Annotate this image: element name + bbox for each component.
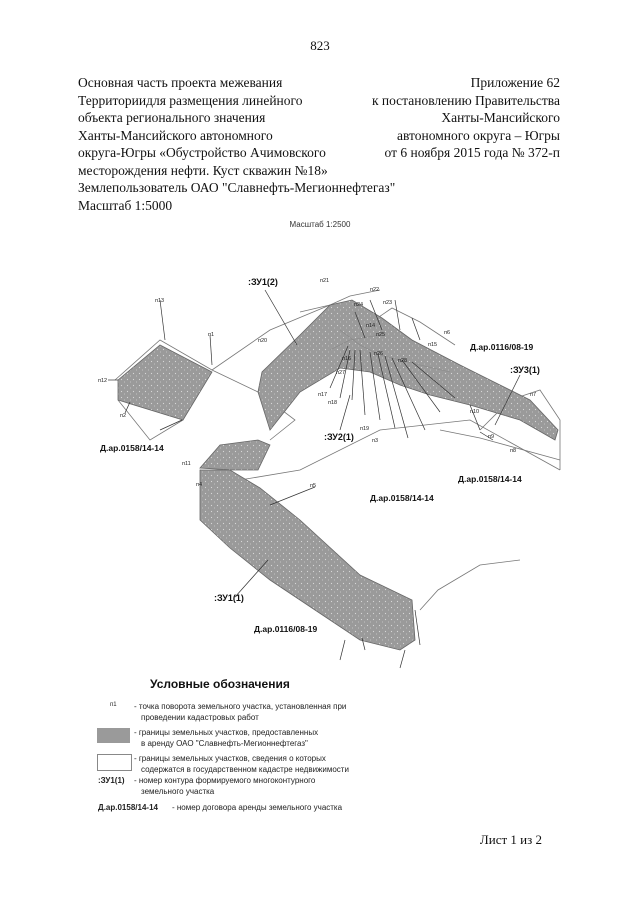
point-label: п1 — [208, 332, 215, 338]
point-label: п2 — [120, 413, 127, 419]
lease-label: Д.ар.0116/08-19 — [254, 624, 318, 634]
header-left-line: Основная часть проекта межевания — [78, 75, 283, 90]
header-left — [78, 74, 395, 214]
legend-line: проведении кадастровых работ — [141, 713, 259, 722]
map-scale: Масштаб 1:2500 — [289, 220, 351, 229]
contour-label-zu1-1: :ЗУ1(1) — [214, 593, 244, 603]
header-right-line: Ханты-Мансийского — [441, 110, 560, 125]
header-left-line: Масштаб 1:5000 — [78, 197, 173, 213]
leader-point — [160, 300, 165, 340]
legend-cadastre-swatch — [97, 754, 132, 771]
parcel-middle — [200, 440, 270, 470]
leader-point — [415, 610, 420, 645]
point-label: п11 — [182, 461, 191, 467]
legend-line: - границы земельных участков, сведения о которых — [134, 754, 326, 763]
cadastral-map — [0, 230, 640, 670]
sheet-footer: Лист 1 из 2 — [479, 832, 542, 847]
header-right-line: Приложение 62 — [470, 75, 560, 90]
legend-line: земельного участка — [141, 787, 215, 796]
legend-line: содержатся в государственном кадастре недвижимости — [141, 765, 349, 774]
leader-point — [270, 487, 315, 505]
point-label: п10 — [470, 409, 480, 415]
header-left-line: Территориидля размещения линейного — [78, 92, 303, 108]
leader-point — [400, 650, 405, 668]
header-left-line: Землепользователь ОАО "Славнефть-Мегионнефтегаз" — [78, 180, 396, 195]
point-label: п15 — [428, 342, 438, 348]
lease-label: Д.ар.0158/14-14 — [370, 493, 434, 503]
point-label: п21 — [320, 278, 330, 284]
cadastre-boundary — [420, 560, 520, 610]
legend-contour-symbol: :ЗУ1(1) — [98, 776, 125, 785]
point-label: п6 — [444, 330, 451, 336]
header-left-line: округа-Югры «Обустройство Ачимовского — [78, 145, 326, 160]
point-label: п17 — [318, 392, 328, 398]
lease-label: Д.ар.0158/14-14 — [100, 443, 164, 453]
point-label: п7 — [530, 392, 537, 398]
leader-point — [210, 335, 212, 365]
header-left-line: объекта регионального значения — [78, 110, 266, 125]
contour-label-zu3-1: :ЗУ3(1) — [510, 365, 540, 375]
point-label: п18 — [328, 400, 338, 406]
legend-line: в аренду ОАО "Славнефть-Мегионнефтегаз" — [141, 739, 308, 748]
point-label: п23 — [383, 300, 393, 306]
leader-zu2-1 — [340, 395, 350, 430]
point-label: п14 — [366, 323, 376, 329]
leader-zu1-2 — [265, 290, 297, 345]
lease-label: Д.ар.0158/14-14 — [458, 474, 522, 484]
leader-lease — [160, 420, 182, 430]
point-label: п3 — [372, 438, 379, 444]
legend-point-desc — [134, 701, 346, 723]
point-label: п20 — [258, 338, 268, 344]
lease-label: Д.ар.0116/08-19 — [470, 342, 534, 352]
contour-label-zu1-2: :ЗУ1(2) — [248, 277, 278, 287]
page-number: 823 — [310, 38, 330, 53]
header-right — [372, 74, 560, 162]
header-left-line: Ханты-Мансийского автономного — [78, 127, 273, 143]
legend-contract-symbol: Д.ар.0158/14-14 — [98, 803, 158, 812]
legend-point-symbol: п1 — [110, 702, 117, 708]
point-label: п28 — [398, 358, 408, 364]
point-label: п12 — [98, 378, 108, 384]
point-label: п25 — [376, 332, 386, 338]
header-right-line: к постановлению Правительства — [371, 92, 560, 108]
leader-point — [340, 640, 345, 660]
point-label: п4 — [196, 482, 203, 488]
legend-line: - точка поворота земельного участка, установленная при — [134, 702, 347, 711]
legend-contour-desc — [134, 775, 315, 797]
point-label: п22 — [370, 287, 380, 293]
legend-line: - номер контура формируемого многоконтурного — [134, 776, 316, 785]
legend-title: Условные обозначения — [150, 677, 290, 691]
header-right-line: автономного округа – Югры — [397, 127, 560, 143]
contour-label-zu2-1: :ЗУ2(1) — [324, 432, 354, 442]
point-label: п9 — [488, 434, 495, 440]
point-label: п5 — [310, 483, 317, 489]
legend-contract-desc: - номер договора аренды земельного участка — [172, 803, 343, 812]
point-label: п26 — [374, 351, 384, 357]
point-label: п16 — [342, 356, 352, 362]
header-left-line: месторождения нефти. Куст скважин №18» — [78, 162, 328, 178]
point-label: п19 — [360, 426, 370, 432]
leader-point — [395, 300, 400, 330]
legend-line: - границы земельных участков, предоставленных — [134, 728, 319, 737]
parcel-west — [118, 345, 212, 420]
point-label: п13 — [155, 298, 165, 304]
point-label: п27 — [336, 370, 346, 376]
legend-cadastre-desc — [134, 753, 349, 775]
point-label: п24 — [354, 302, 364, 308]
legend-lease-desc — [134, 727, 318, 749]
legend-lease-swatch — [97, 728, 130, 743]
header-right-line: от 6 ноября 2015 года № 372-п — [384, 145, 560, 160]
point-label: п8 — [510, 448, 517, 454]
cadastre-boundary — [440, 430, 560, 460]
